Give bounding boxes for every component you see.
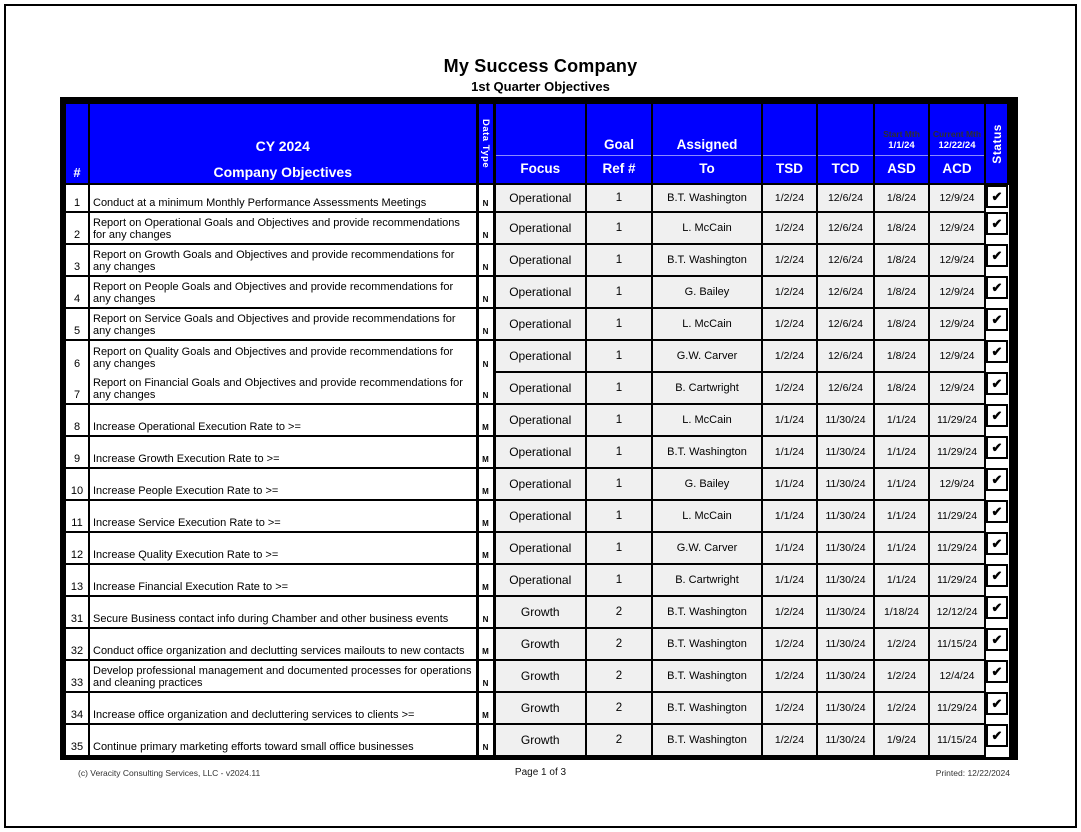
tsd-cell: 1/2/24 xyxy=(762,724,817,756)
focus-cell: Operational xyxy=(494,468,586,500)
assigned-to-cell: B.T. Washington xyxy=(652,244,762,276)
goal-ref-cell: 2 xyxy=(586,596,652,628)
objective-cell: Conduct office organization and declutting services mailouts to new contacts xyxy=(89,628,477,660)
goal-ref-cell: 1 xyxy=(586,564,652,596)
asd-cell: 1/8/24 xyxy=(874,184,929,212)
data-type-cell: M xyxy=(477,500,494,532)
table-row xyxy=(65,372,1008,404)
data-type-cell: N xyxy=(477,372,494,404)
row-number-cell: 4 xyxy=(65,276,89,308)
table-row xyxy=(65,500,1008,532)
table-row xyxy=(65,244,1008,276)
status-checkmark-icon: ✔ xyxy=(986,532,1008,555)
data-type-cell: M xyxy=(477,436,494,468)
objective-cell: Increase Quality Execution Rate to >= xyxy=(89,532,477,564)
status-cell xyxy=(985,404,1008,436)
assigned-to-cell: G.W. Carver xyxy=(652,532,762,564)
focus-cell: Growth xyxy=(494,660,586,692)
asd-cell: 1/2/24 xyxy=(874,628,929,660)
header-tsd xyxy=(762,103,817,184)
assigned-to-cell: G.W. Carver xyxy=(652,340,762,372)
row-number-cell: 1 xyxy=(65,184,89,212)
header-data-type-label: Data Type xyxy=(480,118,491,169)
goal-ref-cell: 2 xyxy=(586,692,652,724)
objective-cell: Increase office organization and decluttering services to clients >= xyxy=(89,692,477,724)
header-acd xyxy=(929,103,985,184)
table-header-row xyxy=(65,103,1008,184)
status-cell xyxy=(985,184,1008,212)
status-cell xyxy=(985,436,1008,468)
tsd-cell: 1/2/24 xyxy=(762,244,817,276)
tsd-cell: 1/2/24 xyxy=(762,276,817,308)
status-checkmark-icon: ✔ xyxy=(986,276,1008,299)
objective-cell: Report on Quality Goals and Objectives and provide recommendations for any changes xyxy=(89,340,477,372)
status-cell xyxy=(985,628,1008,660)
focus-cell: Growth xyxy=(494,628,586,660)
status-checkmark-icon: ✔ xyxy=(986,660,1008,683)
acd-cell: 11/29/24 xyxy=(929,692,985,724)
tcd-cell: 11/30/24 xyxy=(817,404,874,436)
status-cell xyxy=(985,500,1008,532)
objectives-table-body xyxy=(65,184,1008,756)
tsd-cell: 1/2/24 xyxy=(762,308,817,340)
data-type-cell: M xyxy=(477,564,494,596)
tcd-cell: 11/30/24 xyxy=(817,468,874,500)
row-number-cell: 34 xyxy=(65,692,89,724)
footer-copyright: (c) Veracity Consulting Services, LLC - v2024.11 xyxy=(78,768,261,778)
header-assigned-to xyxy=(652,103,762,184)
table-row xyxy=(65,184,1008,212)
tcd-cell: 11/30/24 xyxy=(817,564,874,596)
acd-cell: 11/29/24 xyxy=(929,436,985,468)
tcd-cell: 11/30/24 xyxy=(817,660,874,692)
status-checkmark-icon: ✔ xyxy=(986,500,1008,523)
header-current-mth-date: 12/22/24 xyxy=(938,139,976,151)
tcd-cell: 12/6/24 xyxy=(817,308,874,340)
tsd-cell: 1/2/24 xyxy=(762,212,817,244)
status-cell xyxy=(985,724,1008,756)
tsd-cell: 1/1/24 xyxy=(762,564,817,596)
table-row xyxy=(65,404,1008,436)
goal-ref-cell: 1 xyxy=(586,404,652,436)
objective-cell: Develop professional management and documented processes for operations and cleaning practices xyxy=(89,660,477,692)
objective-cell: Report on People Goals and Objectives and provide recommendations for any changes xyxy=(89,276,477,308)
asd-cell: 1/8/24 xyxy=(874,340,929,372)
objective-cell: Conduct at a minimum Monthly Performance Assessments Meetings xyxy=(89,184,477,212)
header-status-label: Status xyxy=(989,123,1004,164)
acd-cell: 11/29/24 xyxy=(929,404,985,436)
asd-cell: 1/1/24 xyxy=(874,468,929,500)
table-row xyxy=(65,212,1008,244)
row-number-cell: 8 xyxy=(65,404,89,436)
row-number-cell: 32 xyxy=(65,628,89,660)
tcd-cell: 12/6/24 xyxy=(817,340,874,372)
header-current-mth-note: Current Mth xyxy=(932,129,982,139)
objective-cell: Report on Operational Goals and Objectives and provide recommendations for any changes xyxy=(89,212,477,244)
assigned-to-cell: L. McCain xyxy=(652,212,762,244)
row-number-cell: 33 xyxy=(65,660,89,692)
header-focus xyxy=(494,103,586,184)
assigned-to-cell: L. McCain xyxy=(652,308,762,340)
objective-cell: Increase Growth Execution Rate to >= xyxy=(89,436,477,468)
data-type-cell: M xyxy=(477,692,494,724)
goal-ref-cell: 1 xyxy=(586,276,652,308)
header-focus-label: Focus xyxy=(496,155,586,182)
asd-cell: 1/1/24 xyxy=(874,532,929,564)
header-data-type xyxy=(477,103,494,184)
data-type-cell: M xyxy=(477,468,494,500)
tsd-cell: 1/2/24 xyxy=(762,628,817,660)
tcd-cell: 11/30/24 xyxy=(817,596,874,628)
focus-cell: Operational xyxy=(494,372,586,404)
data-type-cell: M xyxy=(477,532,494,564)
table-row xyxy=(65,660,1008,692)
status-checkmark-icon: ✔ xyxy=(986,185,1008,208)
status-cell xyxy=(985,660,1008,692)
status-cell xyxy=(985,564,1008,596)
goal-ref-cell: 2 xyxy=(586,724,652,756)
header-assigned-label: Assigned xyxy=(676,136,738,152)
focus-cell: Operational xyxy=(494,532,586,564)
status-cell xyxy=(985,372,1008,404)
asd-cell: 1/9/24 xyxy=(874,724,929,756)
row-number-cell: 12 xyxy=(65,532,89,564)
asd-cell: 1/8/24 xyxy=(874,244,929,276)
objective-cell: Increase Financial Execution Rate to >= xyxy=(89,564,477,596)
table-row xyxy=(65,532,1008,564)
status-checkmark-icon: ✔ xyxy=(986,596,1008,619)
focus-cell: Growth xyxy=(494,692,586,724)
acd-cell: 11/29/24 xyxy=(929,500,985,532)
header-acd-label: ACD xyxy=(930,155,984,182)
tcd-cell: 12/6/24 xyxy=(817,372,874,404)
status-checkmark-icon: ✔ xyxy=(986,340,1008,363)
data-type-cell: N xyxy=(477,212,494,244)
table-row xyxy=(65,564,1008,596)
acd-cell: 12/9/24 xyxy=(929,244,985,276)
header-start-mth-note: Start Mth xyxy=(883,129,920,139)
data-type-cell: M xyxy=(477,628,494,660)
objective-cell: Secure Business contact info during Chamber and other business events xyxy=(89,596,477,628)
objective-cell: Continue primary marketing efforts toward small office businesses xyxy=(89,724,477,756)
data-type-cell: N xyxy=(477,184,494,212)
asd-cell: 1/2/24 xyxy=(874,660,929,692)
objective-cell: Increase Operational Execution Rate to >= xyxy=(89,404,477,436)
asd-cell: 1/8/24 xyxy=(874,372,929,404)
table-row xyxy=(65,276,1008,308)
asd-cell: 1/2/24 xyxy=(874,692,929,724)
objective-cell: Increase Service Execution Rate to >= xyxy=(89,500,477,532)
row-number-cell: 11 xyxy=(65,500,89,532)
assigned-to-cell: B.T. Washington xyxy=(652,660,762,692)
focus-cell: Operational xyxy=(494,184,586,212)
data-type-cell: N xyxy=(477,308,494,340)
row-number-cell: 35 xyxy=(65,724,89,756)
assigned-to-cell: B. Cartwright xyxy=(652,372,762,404)
focus-cell: Operational xyxy=(494,340,586,372)
tcd-cell: 12/6/24 xyxy=(817,184,874,212)
row-number-cell: 3 xyxy=(65,244,89,276)
header-status xyxy=(985,103,1008,184)
row-number-cell: 5 xyxy=(65,308,89,340)
focus-cell: Operational xyxy=(494,212,586,244)
acd-cell: 12/9/24 xyxy=(929,372,985,404)
assigned-to-cell: B.T. Washington xyxy=(652,628,762,660)
objective-cell: Report on Financial Goals and Objectives and provide recommendations for any changes xyxy=(89,372,477,404)
goal-ref-cell: 1 xyxy=(586,184,652,212)
acd-cell: 12/9/24 xyxy=(929,212,985,244)
header-objectives-label: Company Objectives xyxy=(213,164,352,180)
data-type-cell: N xyxy=(477,244,494,276)
status-checkmark-icon: ✔ xyxy=(986,628,1008,651)
status-checkmark-icon: ✔ xyxy=(986,468,1008,491)
table-row xyxy=(65,436,1008,468)
status-checkmark-icon: ✔ xyxy=(986,372,1008,395)
row-number-cell: 13 xyxy=(65,564,89,596)
assigned-to-cell: G. Bailey xyxy=(652,276,762,308)
status-cell xyxy=(985,532,1008,564)
focus-cell: Operational xyxy=(494,276,586,308)
assigned-to-cell: L. McCain xyxy=(652,404,762,436)
focus-cell: Operational xyxy=(494,404,586,436)
acd-cell: 11/15/24 xyxy=(929,724,985,756)
header-ref-label: Ref # xyxy=(587,155,651,182)
focus-cell: Growth xyxy=(494,724,586,756)
data-type-cell: M xyxy=(477,404,494,436)
tsd-cell: 1/1/24 xyxy=(762,404,817,436)
row-number-cell: 7 xyxy=(65,372,89,404)
row-number-cell: 6 xyxy=(65,340,89,372)
table-row xyxy=(65,468,1008,500)
goal-ref-cell: 1 xyxy=(586,436,652,468)
table-row xyxy=(65,340,1008,372)
acd-cell: 11/29/24 xyxy=(929,532,985,564)
objectives-table xyxy=(64,102,1009,757)
status-cell xyxy=(985,596,1008,628)
focus-cell: Operational xyxy=(494,500,586,532)
status-checkmark-icon: ✔ xyxy=(986,436,1008,459)
acd-cell: 12/9/24 xyxy=(929,276,985,308)
tcd-cell: 11/30/24 xyxy=(817,436,874,468)
asd-cell: 1/1/24 xyxy=(874,500,929,532)
footer-printed-date: Printed: 12/22/2024 xyxy=(935,768,1010,778)
tsd-cell: 1/2/24 xyxy=(762,372,817,404)
status-checkmark-icon: ✔ xyxy=(986,404,1008,427)
objective-cell: Report on Service Goals and Objectives and provide recommendations for any changes xyxy=(89,308,477,340)
goal-ref-cell: 1 xyxy=(586,468,652,500)
status-checkmark-icon: ✔ xyxy=(986,564,1008,587)
asd-cell: 1/8/24 xyxy=(874,276,929,308)
assigned-to-cell: B. Cartwright xyxy=(652,564,762,596)
asd-cell: 1/1/24 xyxy=(874,564,929,596)
tsd-cell: 1/1/24 xyxy=(762,468,817,500)
header-tcd-label: TCD xyxy=(818,155,873,182)
tsd-cell: 1/1/24 xyxy=(762,532,817,564)
status-checkmark-icon: ✔ xyxy=(986,212,1008,235)
tcd-cell: 12/6/24 xyxy=(817,244,874,276)
focus-cell: Operational xyxy=(494,308,586,340)
row-number-cell: 31 xyxy=(65,596,89,628)
tsd-cell: 1/1/24 xyxy=(762,436,817,468)
objective-cell: Report on Growth Goals and Objectives and provide recommendations for any changes xyxy=(89,244,477,276)
tcd-cell: 11/30/24 xyxy=(817,692,874,724)
asd-cell: 1/8/24 xyxy=(874,212,929,244)
acd-cell: 12/12/24 xyxy=(929,596,985,628)
assigned-to-cell: L. McCain xyxy=(652,500,762,532)
status-cell xyxy=(985,308,1008,340)
focus-cell: Growth xyxy=(494,596,586,628)
acd-cell: 12/9/24 xyxy=(929,308,985,340)
assigned-to-cell: B.T. Washington xyxy=(652,692,762,724)
tcd-cell: 12/6/24 xyxy=(817,212,874,244)
table-row xyxy=(65,724,1008,756)
status-cell xyxy=(985,244,1008,276)
status-checkmark-icon: ✔ xyxy=(986,308,1008,331)
tcd-cell: 12/6/24 xyxy=(817,276,874,308)
header-goal-ref xyxy=(586,103,652,184)
header-asd xyxy=(874,103,929,184)
goal-ref-cell: 2 xyxy=(586,660,652,692)
focus-cell: Operational xyxy=(494,564,586,596)
table-row xyxy=(65,308,1008,340)
header-num-label: # xyxy=(73,165,81,180)
status-cell xyxy=(985,692,1008,724)
row-number-cell: 2 xyxy=(65,212,89,244)
goal-ref-cell: 1 xyxy=(586,340,652,372)
header-cy-label: CY 2024 xyxy=(255,138,310,154)
tsd-cell: 1/2/24 xyxy=(762,692,817,724)
data-type-cell: N xyxy=(477,340,494,372)
status-cell xyxy=(985,212,1008,244)
header-goal-label: Goal xyxy=(603,136,634,152)
header-tsd-label: TSD xyxy=(763,155,816,182)
row-number-cell: 9 xyxy=(65,436,89,468)
assigned-to-cell: G. Bailey xyxy=(652,468,762,500)
document-subtitle: 1st Quarter Objectives xyxy=(471,79,610,94)
assigned-to-cell: B.T. Washington xyxy=(652,436,762,468)
goal-ref-cell: 1 xyxy=(586,500,652,532)
tsd-cell: 1/1/24 xyxy=(762,500,817,532)
table-row xyxy=(65,692,1008,724)
asd-cell: 1/1/24 xyxy=(874,436,929,468)
goal-ref-cell: 1 xyxy=(586,308,652,340)
goal-ref-cell: 2 xyxy=(586,628,652,660)
assigned-to-cell: B.T. Washington xyxy=(652,184,762,212)
status-cell xyxy=(985,340,1008,372)
tsd-cell: 1/2/24 xyxy=(762,340,817,372)
focus-cell: Operational xyxy=(494,436,586,468)
row-number-cell: 10 xyxy=(65,468,89,500)
status-checkmark-icon: ✔ xyxy=(986,724,1008,747)
header-asd-label: ASD xyxy=(875,155,928,182)
goal-ref-cell: 1 xyxy=(586,212,652,244)
asd-cell: 1/8/24 xyxy=(874,308,929,340)
acd-cell: 12/9/24 xyxy=(929,340,985,372)
acd-cell: 11/29/24 xyxy=(929,564,985,596)
tcd-cell: 11/30/24 xyxy=(817,500,874,532)
status-checkmark-icon: ✔ xyxy=(986,244,1008,267)
assigned-to-cell: B.T. Washington xyxy=(652,596,762,628)
footer-page-number: Page 1 of 3 xyxy=(514,767,567,778)
data-type-cell: N xyxy=(477,660,494,692)
tsd-cell: 1/2/24 xyxy=(762,660,817,692)
goal-ref-cell: 1 xyxy=(586,532,652,564)
header-start-mth-date: 1/1/24 xyxy=(888,139,915,151)
tsd-cell: 1/2/24 xyxy=(762,184,817,212)
header-row-number xyxy=(65,103,89,184)
asd-cell: 1/1/24 xyxy=(874,404,929,436)
status-checkmark-icon: ✔ xyxy=(986,692,1008,715)
tcd-cell: 11/30/24 xyxy=(817,532,874,564)
status-cell xyxy=(985,276,1008,308)
data-type-cell: N xyxy=(477,276,494,308)
data-type-cell: N xyxy=(477,724,494,756)
tcd-cell: 11/30/24 xyxy=(817,628,874,660)
goal-ref-cell: 1 xyxy=(586,244,652,276)
objective-cell: Increase People Execution Rate to >= xyxy=(89,468,477,500)
data-type-cell: N xyxy=(477,596,494,628)
header-to-label: To xyxy=(653,155,761,182)
header-company-objectives xyxy=(89,103,477,184)
table-row xyxy=(65,628,1008,660)
asd-cell: 1/18/24 xyxy=(874,596,929,628)
focus-cell: Operational xyxy=(494,244,586,276)
acd-cell: 11/15/24 xyxy=(929,628,985,660)
tsd-cell: 1/2/24 xyxy=(762,596,817,628)
tcd-cell: 11/30/24 xyxy=(817,724,874,756)
status-cell xyxy=(985,468,1008,500)
header-tcd xyxy=(817,103,874,184)
acd-cell: 12/9/24 xyxy=(929,184,985,212)
document-title: My Success Company xyxy=(443,56,638,76)
acd-cell: 12/4/24 xyxy=(929,660,985,692)
acd-cell: 12/9/24 xyxy=(929,468,985,500)
goal-ref-cell: 1 xyxy=(586,372,652,404)
table-row xyxy=(65,596,1008,628)
objectives-table-container xyxy=(60,97,1018,760)
assigned-to-cell: B.T. Washington xyxy=(652,724,762,756)
